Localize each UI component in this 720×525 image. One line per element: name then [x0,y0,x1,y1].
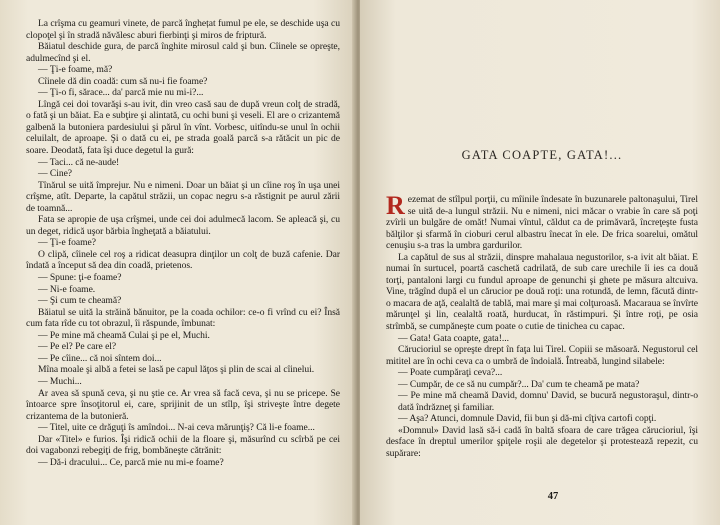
dialogue-line: — Pe mine mă cheamă Culai şi pe el, Muchi. [38,329,210,341]
dialogue-line: — Ni-e foame. [38,283,96,295]
paragraph: Cîinele dă din coadă: cum să nu-i fie foame? [38,75,208,87]
paragraph: Tînărul se uită împrejur. Nu e nimeni. Doar un băiat şi un cîine roş în uşa unei crîşme, atît. Departe, la capătul străzii, un copac negru s-a răstignit pe aurul zării de toamnă... [26,179,340,214]
right-page-paragraphs [386,252,698,460]
dialogue-line: — Ţi-e foame? [38,237,96,249]
page-number: 47 [547,491,559,502]
paragraph: Dar «Titel» e furios. Îşi ridică ochii de la floare şi, măsurînd cu scîrbă pe cei doi vagabonzi rebegiţi de frig, bombăneşte cătrănit: [26,433,340,457]
dialogue-line: — Ţi-e foame, mă? [38,64,113,76]
paragraph: «Domnul» David lasă să-i cadă în baltă sfoara de care trăgea cărucioriul, îşi desface în dreptul umerilor şpiţele roşii ale degetelor şi protestează repezit, cu supărare: [386,424,698,460]
paragraph: Mîna moale şi albă a fetei se lasă pe capul lăţos şi plin de scai al cîinelui. [38,364,315,376]
paragraph: Lîngă cei doi tovarăşi s-au ivit, din vreo casă sau de după vreun colţ de stradă, o fată şi un băiat. Ea e subţire şi alintată, cu ochi buni şi veseli. El are o crizantemă galbenă la butoniera pardesiului şi părul în vînt. Vorbesc, uitîndu-se unul în ochii celuilalt, de aproape. Şi o dată cu ei, pe strada goală parcă s-a rătăcit un pic de soare. Deodată, fata îşi duce degetul la gură: [26,98,340,157]
dialogue-line: — Dă-i dracului... Ce, parcă mie nu mi-e foame? [38,456,224,468]
drop-cap: R [386,191,405,220]
left-page [0,0,356,525]
dialogue-line: — Pe mine mă cheamă David, domnu' David, se bucură negustoraşul, dintr-o dată îndrăzneţ şi familiar. [398,390,698,413]
dialogue-line: — Pe cîine... că noi sîntem doi... [38,352,162,364]
dialogue-line: — Ţi-o fi, sărace... da' parcă mie nu mi-i?... [38,87,204,99]
paragraph: Cărucioriul se opreşte drept în faţa lui Tirel. Copiii se măsoară. Negustorul cel mititel are în ochi ceva ca o umbră de îndoială. Întreabă, lungind silabele: [386,344,698,367]
dialogue-line: — Taci... că ne-aude! [38,156,120,168]
opening-paragraph [386,191,698,252]
paragraph: Ar avea să spună ceva, şi nu ştie ce. Ar vrea să facă ceva, şi nu se pricepe. Se întoarce spre însoţitorul ei, care, sprijinit de un stîlp, îşi striveşte între degete crizantema de la butonieră. [26,387,340,422]
paragraph: Fata se apropie de uşa crîşmei, unde cei doi adulmecă lacom. Se apleacă şi, cu un deget, ridică uşor bărbia îngheţată a băiatului. [26,214,340,237]
right-page [360,0,720,525]
paragraph: Băiatul deschide gura, de parcă înghite mirosul cald şi bun. Cîinele se opreşte, adulmecînd şi el. [26,41,340,64]
chapter-title: GATA COAPTE, GATA!... [461,148,623,162]
dialogue-line: — Poate cumpăraţi ceva?... [398,367,503,379]
dialogue-line: — Titel, uite ce drăguţi îs amîndoi... N-ai ceva mărunţiş? Că li-e foame... [38,422,315,434]
dialogue-line: — Aşa? Atunci, domnule David, fii bun şi dă-mi cîţiva cartofi copţi. [398,413,657,425]
opening-paragraph-text: ezemat de stîlpul porţii, cu mîinile îndesate în buzunarele paltonaşului, Tirel se uită de-a lungul străzii. Nu e nimeni, nici măcar o vrabie în care să poţi zvîrli un bulgăre de omăt! Numai vîntul, căldut ca de primăvară, încreţeşte fusta bălţilor şi sfarmă în cioburi cerul albastru înecat în ele. De frica soarelui, omătul cenuşiu s-a tras la umbra gardurilor. [386,194,698,252]
dialogue-line: — Gata! Gata coapte, gata!... [398,332,509,344]
dialogue-line: — Muchi... [38,375,82,387]
paragraph: La crîşma cu geamuri vinete, de parcă înghețat fumul pe ele, se deschide uşa cu clopoţel şi în stradă năvălesc aburi fierbinţi şi miros de friptură. [26,18,340,41]
dialogue-line: — Spune: ţi-e foame? [38,272,122,284]
dialogue-line: — Şi cum te cheamă? [38,295,122,307]
dialogue-line: — Pe el? Pe care el? [38,341,117,353]
paragraph: La capătul de sus al străzii, dinspre mahalaua negustorilor, s-a ivit alt băiat. E numai în surtucel, poartă caschetă cadrilată, de sub care urechile îi ies ca două torţi, pantaloni largi cu fundul aproape de genunchi şi ghete pe măsura altcuiva. Vine, trăgînd după el un cărucior pe două roţi: una rotundă, de lemn, făcută dintr-o macara de aţă, cealaltă de tablă, mai mare şi mai colţuroasă. Macaraua se învîrte mărunţel şi lin, cealaltă roată, hurducat, în răstimpuri. Şi între roţi, pe osia strîmbă, se cumpăneşte cum poate o cutie de tinichea cu capac. [386,251,698,333]
paragraph: O clipă, cîinele cel roş a ridicat deasupra dinţilor un colţ de buză cafenie. Dar îndată a început să dea din coadă, prietenos. [26,248,340,272]
paragraph: Băiatul se uită la străină bănuitor, pe la coada ochilor: ce-o fi vrînd cu ei? Însă cum fata rîde cu tot obrazul, îi răspunde, îmbunat: [26,306,340,330]
right-page-text [386,191,698,460]
left-page-text [26,18,340,468]
dialogue-line: — Cumpăr, de ce să nu cumpăr?... Da' cum te cheamă pe mata? [398,378,640,390]
dialogue-line: — Cine? [38,168,73,180]
